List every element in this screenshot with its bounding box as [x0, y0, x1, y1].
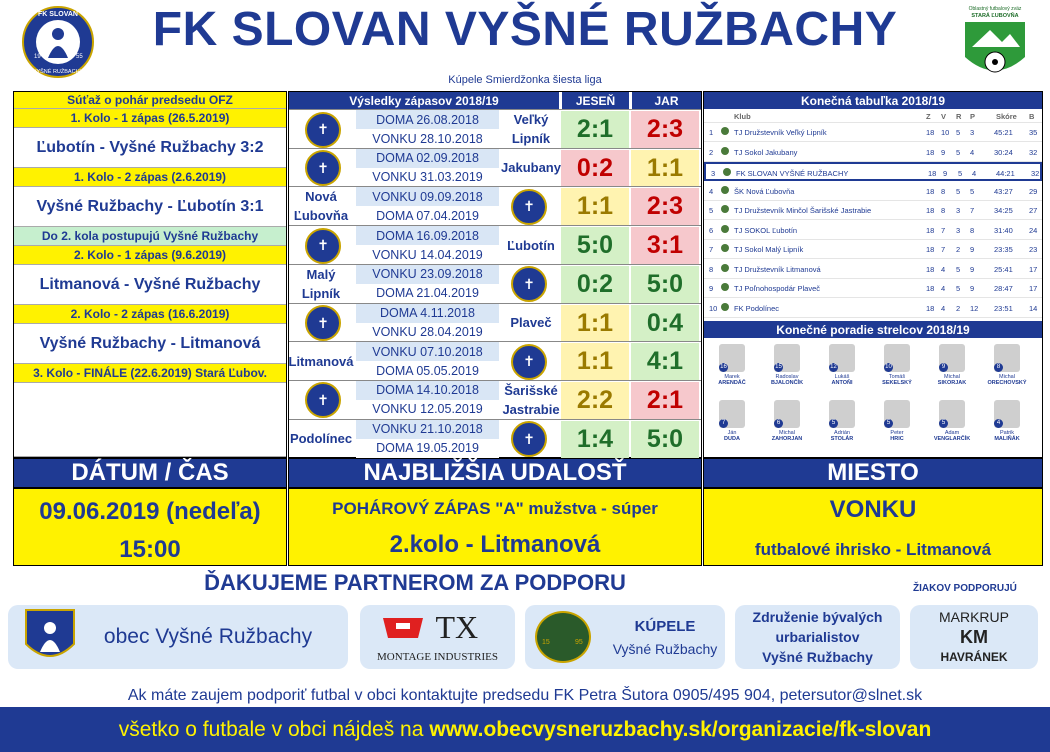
club-badge-icon — [721, 244, 729, 252]
results-title: Výsledky zápasov 2018/19 — [289, 92, 559, 109]
table-cell-b: 32 — [1031, 169, 1040, 178]
table-cell-p: 9 — [970, 264, 975, 274]
kupele-logo-icon — [535, 611, 591, 663]
table-cell-z: 18 — [926, 264, 935, 274]
partners-title: ĎAKUJEME PARTNEROM ZA PODPORU — [204, 570, 626, 595]
score-spring: 1:1 — [631, 150, 699, 187]
club-crest-icon: ✝ — [297, 150, 349, 187]
th-v: V — [941, 112, 947, 121]
cup-panel — [13, 91, 287, 458]
results-col-autumn: JESEŇ — [561, 92, 629, 109]
opponent-name: Ľubotín — [507, 237, 555, 253]
match-row — [289, 148, 701, 187]
crest-year-left: 19 — [34, 54, 41, 60]
player-photo-icon — [774, 344, 800, 372]
goals-count: 7 — [719, 419, 728, 428]
player-photo-icon — [719, 400, 745, 428]
table-cell-b: 35 — [1029, 128, 1038, 137]
scorer-card — [822, 344, 862, 394]
table-cell-sk: 43:27 — [994, 186, 1013, 196]
scorer-last-name: DUDA — [724, 436, 740, 442]
match-row — [289, 264, 701, 303]
match-date-1: VONKU 09.09.2018 — [356, 187, 499, 206]
match-date-1: VONKU 23.09.2018 — [356, 265, 499, 284]
table-cell-club: TJ Sokol Jakubany — [734, 147, 798, 157]
next-event-box — [288, 488, 702, 566]
th-points: B — [1029, 112, 1035, 121]
table-cell-p: 4 — [972, 169, 977, 178]
next-event-line1: POHÁROVÝ ZÁPAS "A" mužstva - súper — [332, 499, 658, 518]
club-crest-icon: ✝ — [503, 343, 555, 380]
goals-count: 9 — [939, 363, 948, 372]
table-cell-sk: 31:40 — [994, 225, 1013, 235]
table-cell-b: 14 — [1029, 303, 1038, 313]
league-table-row — [704, 240, 1042, 259]
match-date-2: DOMA 19.05.2019 — [356, 439, 499, 458]
table-cell-p: 9 — [970, 284, 975, 293]
table-cell-r: 5 — [956, 128, 961, 137]
scorer-first-name: Michal — [779, 430, 795, 436]
cup-row: 2. Kolo - 1 zápas (9.6.2019) — [14, 246, 286, 265]
next-place-heading: MIESTO — [703, 458, 1043, 488]
crest-top-text: FK SLOVAN — [38, 11, 78, 18]
match-date-2: DOMA 21.04.2019 — [356, 284, 499, 303]
scorer-card — [712, 344, 752, 394]
score-autumn: 2:2 — [561, 382, 629, 419]
footer-text: všetko o futbale v obci nájdeš na — [118, 717, 424, 741]
table-cell-club: TJ Sokol Malý Lipník — [734, 245, 804, 254]
opponent-name: Plaveč — [510, 315, 552, 330]
table-cell-p: 5 — [970, 186, 975, 196]
club-crest-icon: ✝ — [297, 382, 349, 419]
next-place-box — [703, 488, 1043, 566]
urbariat-line2: urbarialistov — [775, 629, 860, 645]
table-cell-z: 18 — [926, 284, 935, 293]
cup-row: Vyšné Ružbachy - Litmanová — [14, 324, 286, 364]
partner-markrup[interactable] — [910, 605, 1038, 669]
scorer-last-name: SEKELSKÝ — [882, 380, 912, 386]
partner-obec-name: obec Vyšné Ružbachy — [103, 625, 313, 648]
obec-coat-of-arms-icon — [24, 608, 76, 666]
opponent-name: Podolínec — [289, 431, 353, 447]
table-cell-club: FK SLOVAN VYŠNÉ RUŽBACHY — [736, 169, 849, 178]
match-row — [289, 419, 701, 458]
score-autumn: 0:2 — [561, 266, 629, 303]
table-cell-v: 9 — [941, 147, 946, 157]
table-cell-p: 7 — [970, 206, 975, 215]
table-cell-p: 4 — [970, 147, 975, 157]
match-date-2: VONKU 31.03.2019 — [356, 168, 499, 187]
table-cell-r: 2 — [956, 245, 961, 254]
table-cell-sk: 23:35 — [994, 245, 1013, 254]
score-spring: 5:0 — [631, 266, 699, 303]
table-cell-club: TJ SOKOL Ľubotín — [734, 225, 798, 235]
table-cell-v: 8 — [941, 206, 946, 215]
league-table-row — [704, 221, 1042, 240]
scorer-last-name: HRIC — [890, 436, 904, 442]
partner-kupele[interactable] — [525, 605, 725, 669]
score-autumn: 1:1 — [561, 343, 629, 380]
club-badge-icon — [721, 205, 729, 213]
scorer-last-name: STOLÁR — [830, 436, 854, 442]
table-cell-v: 7 — [941, 225, 946, 235]
markrup-line1: MARKRUP — [938, 609, 1009, 625]
table-cell-z: 18 — [926, 245, 935, 254]
scorer-first-name: Adam — [944, 430, 960, 436]
club-badge-icon — [721, 186, 729, 194]
match-date-1: DOMA 02.09.2018 — [356, 149, 499, 168]
tx-logo-icon — [378, 613, 428, 643]
table-cell-p: 3 — [970, 128, 975, 137]
table-cell-b: 27 — [1029, 206, 1038, 215]
club-badge-icon — [723, 168, 731, 176]
cup-row: Ľubotín - Vyšné Ružbachy 3:2 — [14, 128, 286, 168]
goals-count: 16 — [720, 364, 727, 370]
results-col-spring: JAR — [631, 92, 701, 109]
match-row — [289, 303, 701, 342]
league-logo-text2: STARÁ ĽUBOVŇA — [971, 13, 1019, 19]
scorer-last-name: ZAHORJAN — [771, 436, 803, 442]
cup-row: 2. Kolo - 2 zápas (16.6.2019) — [14, 305, 286, 324]
kupele-year-right: 95 — [575, 639, 583, 646]
table-cell-v: 7 — [941, 245, 946, 254]
league-table-row — [704, 260, 1042, 279]
table-cell-pos: 5 — [709, 206, 714, 215]
markrup-line3: HAVRÁNEK — [940, 650, 1008, 664]
player-photo-icon — [939, 400, 965, 428]
match-date-2: VONKU 28.10.2018 — [356, 129, 499, 148]
scorer-first-name: Tomáš — [888, 374, 906, 380]
goals-count: 15 — [775, 364, 782, 370]
match-row — [289, 109, 701, 148]
club-crest-icon: ✝ — [503, 266, 555, 303]
scorer-last-name: ARENDÁČ — [718, 380, 746, 386]
table-cell-z: 18 — [926, 303, 935, 313]
scorer-first-name: Michal — [944, 374, 960, 380]
scorer-last-name: MALIŇÁK — [994, 436, 1020, 442]
scorer-last-name: ANTOŇI — [831, 380, 853, 386]
next-date-heading: DÁTUM / ČAS — [13, 458, 287, 488]
next-event-line2: 2.kolo - Litmanová — [389, 531, 601, 558]
match-row — [289, 341, 701, 380]
score-autumn: 1:1 — [561, 188, 629, 225]
table-cell-club: TJ Družstevník Veľký Lipník — [734, 128, 827, 137]
partner-tx[interactable] — [360, 605, 515, 669]
table-cell-sk: 25:41 — [994, 264, 1013, 274]
league-table-row — [704, 201, 1042, 220]
contact-text: Ak máte zaujem podporiť futbal v obci kontaktujte predsedu FK Petra Šutora 0905/495 904, petersutor@slnet.sk — [127, 687, 923, 704]
league-table-row — [704, 143, 1042, 162]
match-date-2: VONKU 12.05.2019 — [356, 400, 499, 419]
table-cell-pos: 9 — [709, 284, 714, 293]
scorer-card — [767, 400, 807, 450]
scorer-last-name: ORECHOVSKÝ — [987, 380, 1027, 386]
table-cell-sk: 44:21 — [996, 169, 1015, 178]
scorer-card — [877, 400, 917, 450]
league-table-row — [704, 123, 1042, 142]
club-badge-icon — [721, 264, 729, 272]
match-date-2: VONKU 14.04.2019 — [356, 245, 499, 264]
goals-count: 4 — [994, 419, 1003, 428]
urbariat-line3: Vyšné Ružbachy — [762, 649, 873, 665]
table-cell-r: 5 — [958, 169, 963, 178]
scorer-last-name: BJALONČÍK — [770, 380, 804, 386]
player-photo-icon — [884, 400, 910, 428]
table-cell-z: 18 — [928, 169, 937, 178]
crest-bottom-text: VYŠNÉ RUŽBACHY — [32, 69, 84, 75]
club-crest-icon: ✝ — [297, 305, 349, 342]
player-photo-icon — [719, 344, 745, 372]
score-autumn: 2:1 — [561, 111, 629, 148]
table-cell-club: FK Podolínec — [734, 303, 780, 313]
score-spring: 2:3 — [631, 111, 699, 148]
player-photo-icon — [829, 344, 855, 372]
table-cell-pos: 10 — [709, 303, 718, 313]
table-cell-club: TJ Družstevník Litmanová — [734, 264, 821, 274]
table-cell-r: 5 — [956, 264, 961, 274]
table-cell-p: 8 — [970, 225, 975, 235]
scorer-card — [932, 344, 972, 394]
page-title: FK SLOVAN VYŠNÉ RUŽBACHY — [152, 3, 898, 56]
scorer-card — [877, 344, 917, 394]
goals-count: 5 — [829, 419, 838, 428]
table-cell-z: 18 — [926, 225, 935, 235]
scorer-card — [712, 400, 752, 450]
kupele-year-left: 15 — [542, 639, 550, 646]
table-cell-v: 8 — [941, 186, 946, 196]
league-table-row — [704, 162, 1042, 181]
match-date-2: DOMA 05.05.2019 — [356, 361, 499, 380]
table-cell-b: 23 — [1029, 245, 1038, 254]
scorer-card — [987, 400, 1027, 450]
next-date: 09.06.2019 (nedeľa) — [39, 498, 261, 525]
table-cell-v: 4 — [941, 303, 946, 313]
match-row — [289, 225, 701, 264]
table-cell-pos: 8 — [709, 264, 714, 274]
table-cell-v: 4 — [941, 284, 946, 293]
partner-obec[interactable] — [8, 605, 348, 669]
league-table-header — [704, 109, 1042, 123]
player-photo-icon — [774, 400, 800, 428]
table-cell-pos: 1 — [709, 128, 714, 137]
score-autumn: 0:2 — [561, 150, 629, 187]
table-cell-pos: 3 — [711, 169, 716, 178]
match-date-1: DOMA 14.10.2018 — [356, 381, 499, 400]
cup-empty-space — [14, 383, 286, 457]
cup-row: Do 2. kola postupujú Vyšné Ružbachy — [14, 227, 286, 246]
cup-row: 3. Kolo - FINÁLE (22.6.2019) Stará Ľubov. — [14, 364, 286, 383]
scorers-title: Konečné poradie strelcov 2018/19 — [704, 321, 1042, 338]
table-cell-z: 18 — [926, 147, 935, 157]
goals-count: 10 — [885, 364, 892, 370]
match-date-1: VONKU 21.10.2018 — [356, 420, 499, 439]
score-spring: 2:1 — [631, 382, 699, 419]
club-badge-icon — [721, 147, 729, 155]
scorer-first-name: Marek — [724, 374, 740, 380]
kupele-sub: Vyšné Ružbachy — [612, 640, 718, 657]
crest-year-right: 55 — [76, 54, 83, 60]
th-z: Z — [926, 112, 931, 121]
table-cell-b: 24 — [1029, 225, 1038, 235]
league-logo — [960, 2, 1030, 88]
opponent-name: Litmanová — [288, 353, 354, 369]
scorer-first-name: Peter — [890, 430, 904, 436]
goals-count: 12 — [830, 364, 837, 370]
score-autumn: 5:0 — [561, 227, 629, 264]
table-cell-pos: 7 — [709, 245, 714, 254]
opponent-name: Malý Lipník — [301, 266, 341, 301]
club-badge-icon — [721, 283, 729, 291]
league-table-row — [704, 299, 1042, 318]
table-cell-sk: 30:24 — [994, 147, 1013, 157]
tx-name: MONTAGE INDUSTRIES — [376, 651, 499, 663]
partner-urbariat[interactable] — [735, 605, 900, 669]
league-table-panel — [703, 91, 1043, 458]
table-cell-r: 2 — [956, 303, 961, 313]
league-table-row — [704, 279, 1042, 298]
match-row — [289, 380, 701, 419]
scorer-card — [767, 344, 807, 394]
th-score: Skóre — [996, 112, 1017, 121]
table-cell-pos: 4 — [709, 186, 714, 196]
club-crest-icon: ✝ — [297, 111, 349, 148]
scorer-last-name: VENGLARČÍK — [933, 436, 971, 442]
scorer-last-name: SIKORJAK — [937, 380, 967, 386]
table-cell-r: 5 — [956, 186, 961, 196]
markrup-line2: KM — [960, 627, 988, 647]
league-logo-text1: Oblastný futbalový zväz — [968, 6, 1022, 12]
table-cell-pos: 2 — [709, 147, 714, 157]
player-photo-icon — [939, 344, 965, 372]
table-cell-p: 12 — [970, 303, 979, 313]
match-date-2: DOMA 07.04.2019 — [356, 206, 499, 225]
match-date-1: VONKU 07.10.2018 — [356, 342, 499, 361]
table-cell-sk: 45:21 — [994, 128, 1013, 137]
table-cell-club: ŠK Nová Ľubovňa — [734, 186, 795, 196]
table-cell-p: 9 — [970, 245, 975, 254]
score-autumn: 1:4 — [561, 421, 629, 458]
score-spring: 5:0 — [631, 421, 699, 458]
scorer-card — [932, 400, 972, 450]
scorer-first-name: Radoslav — [775, 374, 799, 380]
table-cell-sk: 34:25 — [994, 206, 1013, 215]
table-cell-r: 3 — [956, 225, 961, 235]
cup-row: 1. Kolo - 2 zápas (2.6.2019) — [14, 168, 286, 187]
table-cell-pos: 6 — [709, 225, 714, 235]
table-cell-r: 5 — [956, 147, 961, 157]
opponent-name: Šarišské Jastrabie — [502, 382, 560, 417]
goals-count: 8 — [994, 363, 1003, 372]
table-cell-v: 9 — [943, 169, 948, 178]
club-crest-icon: ✝ — [503, 421, 555, 458]
club-crest-icon: ✝ — [297, 227, 349, 264]
table-cell-v: 4 — [941, 264, 946, 274]
table-cell-b: 32 — [1029, 147, 1038, 157]
page-subtitle: Kúpele Smierdžonka šiesta liga — [448, 74, 602, 86]
table-cell-sk: 23:51 — [994, 303, 1013, 313]
table-cell-club: TJ Poľnohospodár Plaveč — [734, 284, 820, 293]
cup-row: 1. Kolo - 1 zápas (26.5.2019) — [14, 109, 286, 128]
next-event-heading: NAJBLIŽŠIA UDALOSŤ — [288, 458, 702, 488]
scorer-first-name: Adrián — [834, 430, 850, 436]
score-spring: 0:4 — [631, 305, 699, 342]
scorer-first-name: Ján — [727, 430, 737, 436]
scorer-card — [987, 344, 1027, 394]
player-photo-icon — [994, 400, 1020, 428]
match-date-1: DOMA 4.11.2018 — [356, 304, 499, 323]
opponent-name: Nová Ľubovňa — [293, 189, 349, 224]
next-place-line2: futbalové ihrisko - Litmanová — [754, 540, 992, 559]
match-date-1: DOMA 26.08.2018 — [356, 110, 499, 129]
table-cell-club: TJ Družstevník Minčol Šarišské Jastrabie — [734, 206, 872, 215]
match-row — [289, 186, 701, 225]
match-date-2: VONKU 28.04.2019 — [356, 323, 499, 342]
club-crest-icon: ✝ — [503, 188, 555, 225]
table-cell-b: 17 — [1029, 264, 1038, 274]
results-panel — [288, 91, 702, 458]
footer-url-link[interactable]: www.obecvysneruzbachy.sk/organizacie/fk-slovan — [429, 717, 932, 741]
scorer-first-name: Patrik — [999, 430, 1015, 436]
goals-count: 5 — [939, 419, 948, 428]
opponent-name: Veľký Lipník — [511, 112, 551, 146]
opponent-name: Jakubany — [501, 160, 561, 176]
pupils-support-label: ŽIAKOV PODPORUJÚ — [913, 583, 1017, 594]
table-cell-z: 18 — [926, 186, 935, 196]
score-spring: 4:1 — [631, 343, 699, 380]
th-r: R — [956, 112, 962, 121]
player-photo-icon — [994, 344, 1020, 372]
kupele-title: KÚPELE — [634, 617, 696, 635]
th-p: P — [970, 112, 976, 121]
scorer-first-name: Lukáš — [834, 374, 850, 380]
urbariat-line1: Združenie bývalých — [752, 609, 883, 625]
player-photo-icon — [884, 344, 910, 372]
next-time: 15:00 — [119, 536, 181, 563]
table-cell-v: 10 — [941, 128, 950, 137]
club-badge-icon — [721, 127, 729, 135]
table-cell-z: 18 — [926, 128, 935, 137]
club-badge-icon — [721, 303, 729, 311]
cup-title: Súťaž o pohár predsedu OFZ — [14, 92, 286, 109]
table-cell-b: 17 — [1029, 284, 1038, 293]
club-badge-icon — [721, 225, 729, 233]
cup-row: Litmanová - Vyšné Ružbachy — [14, 265, 286, 305]
score-spring: 3:1 — [631, 227, 699, 264]
league-table-row — [704, 182, 1042, 201]
score-spring: 2:3 — [631, 188, 699, 225]
cup-row: Vyšné Ružbachy - Ľubotín 3:1 — [14, 187, 286, 227]
table-cell-sk: 28:47 — [994, 284, 1013, 293]
scorer-card — [822, 400, 862, 450]
footer — [0, 707, 1050, 752]
league-table-title: Konečná tabuľka 2018/19 — [704, 92, 1042, 109]
goals-count: 6 — [774, 419, 783, 428]
next-place-line1: VONKU — [829, 496, 917, 523]
th-club: Klub — [734, 112, 751, 121]
table-cell-r: 5 — [956, 284, 961, 293]
player-photo-icon — [829, 400, 855, 428]
score-autumn: 1:1 — [561, 305, 629, 342]
match-date-1: DOMA 16.09.2018 — [356, 226, 499, 245]
goals-count: 5 — [884, 419, 893, 428]
tx-logo-text: TX — [435, 609, 479, 645]
table-cell-r: 3 — [956, 206, 961, 215]
table-cell-z: 18 — [926, 206, 935, 215]
next-date-box — [13, 488, 287, 566]
scorer-first-name: Michal — [999, 374, 1015, 380]
table-cell-b: 29 — [1029, 186, 1038, 196]
